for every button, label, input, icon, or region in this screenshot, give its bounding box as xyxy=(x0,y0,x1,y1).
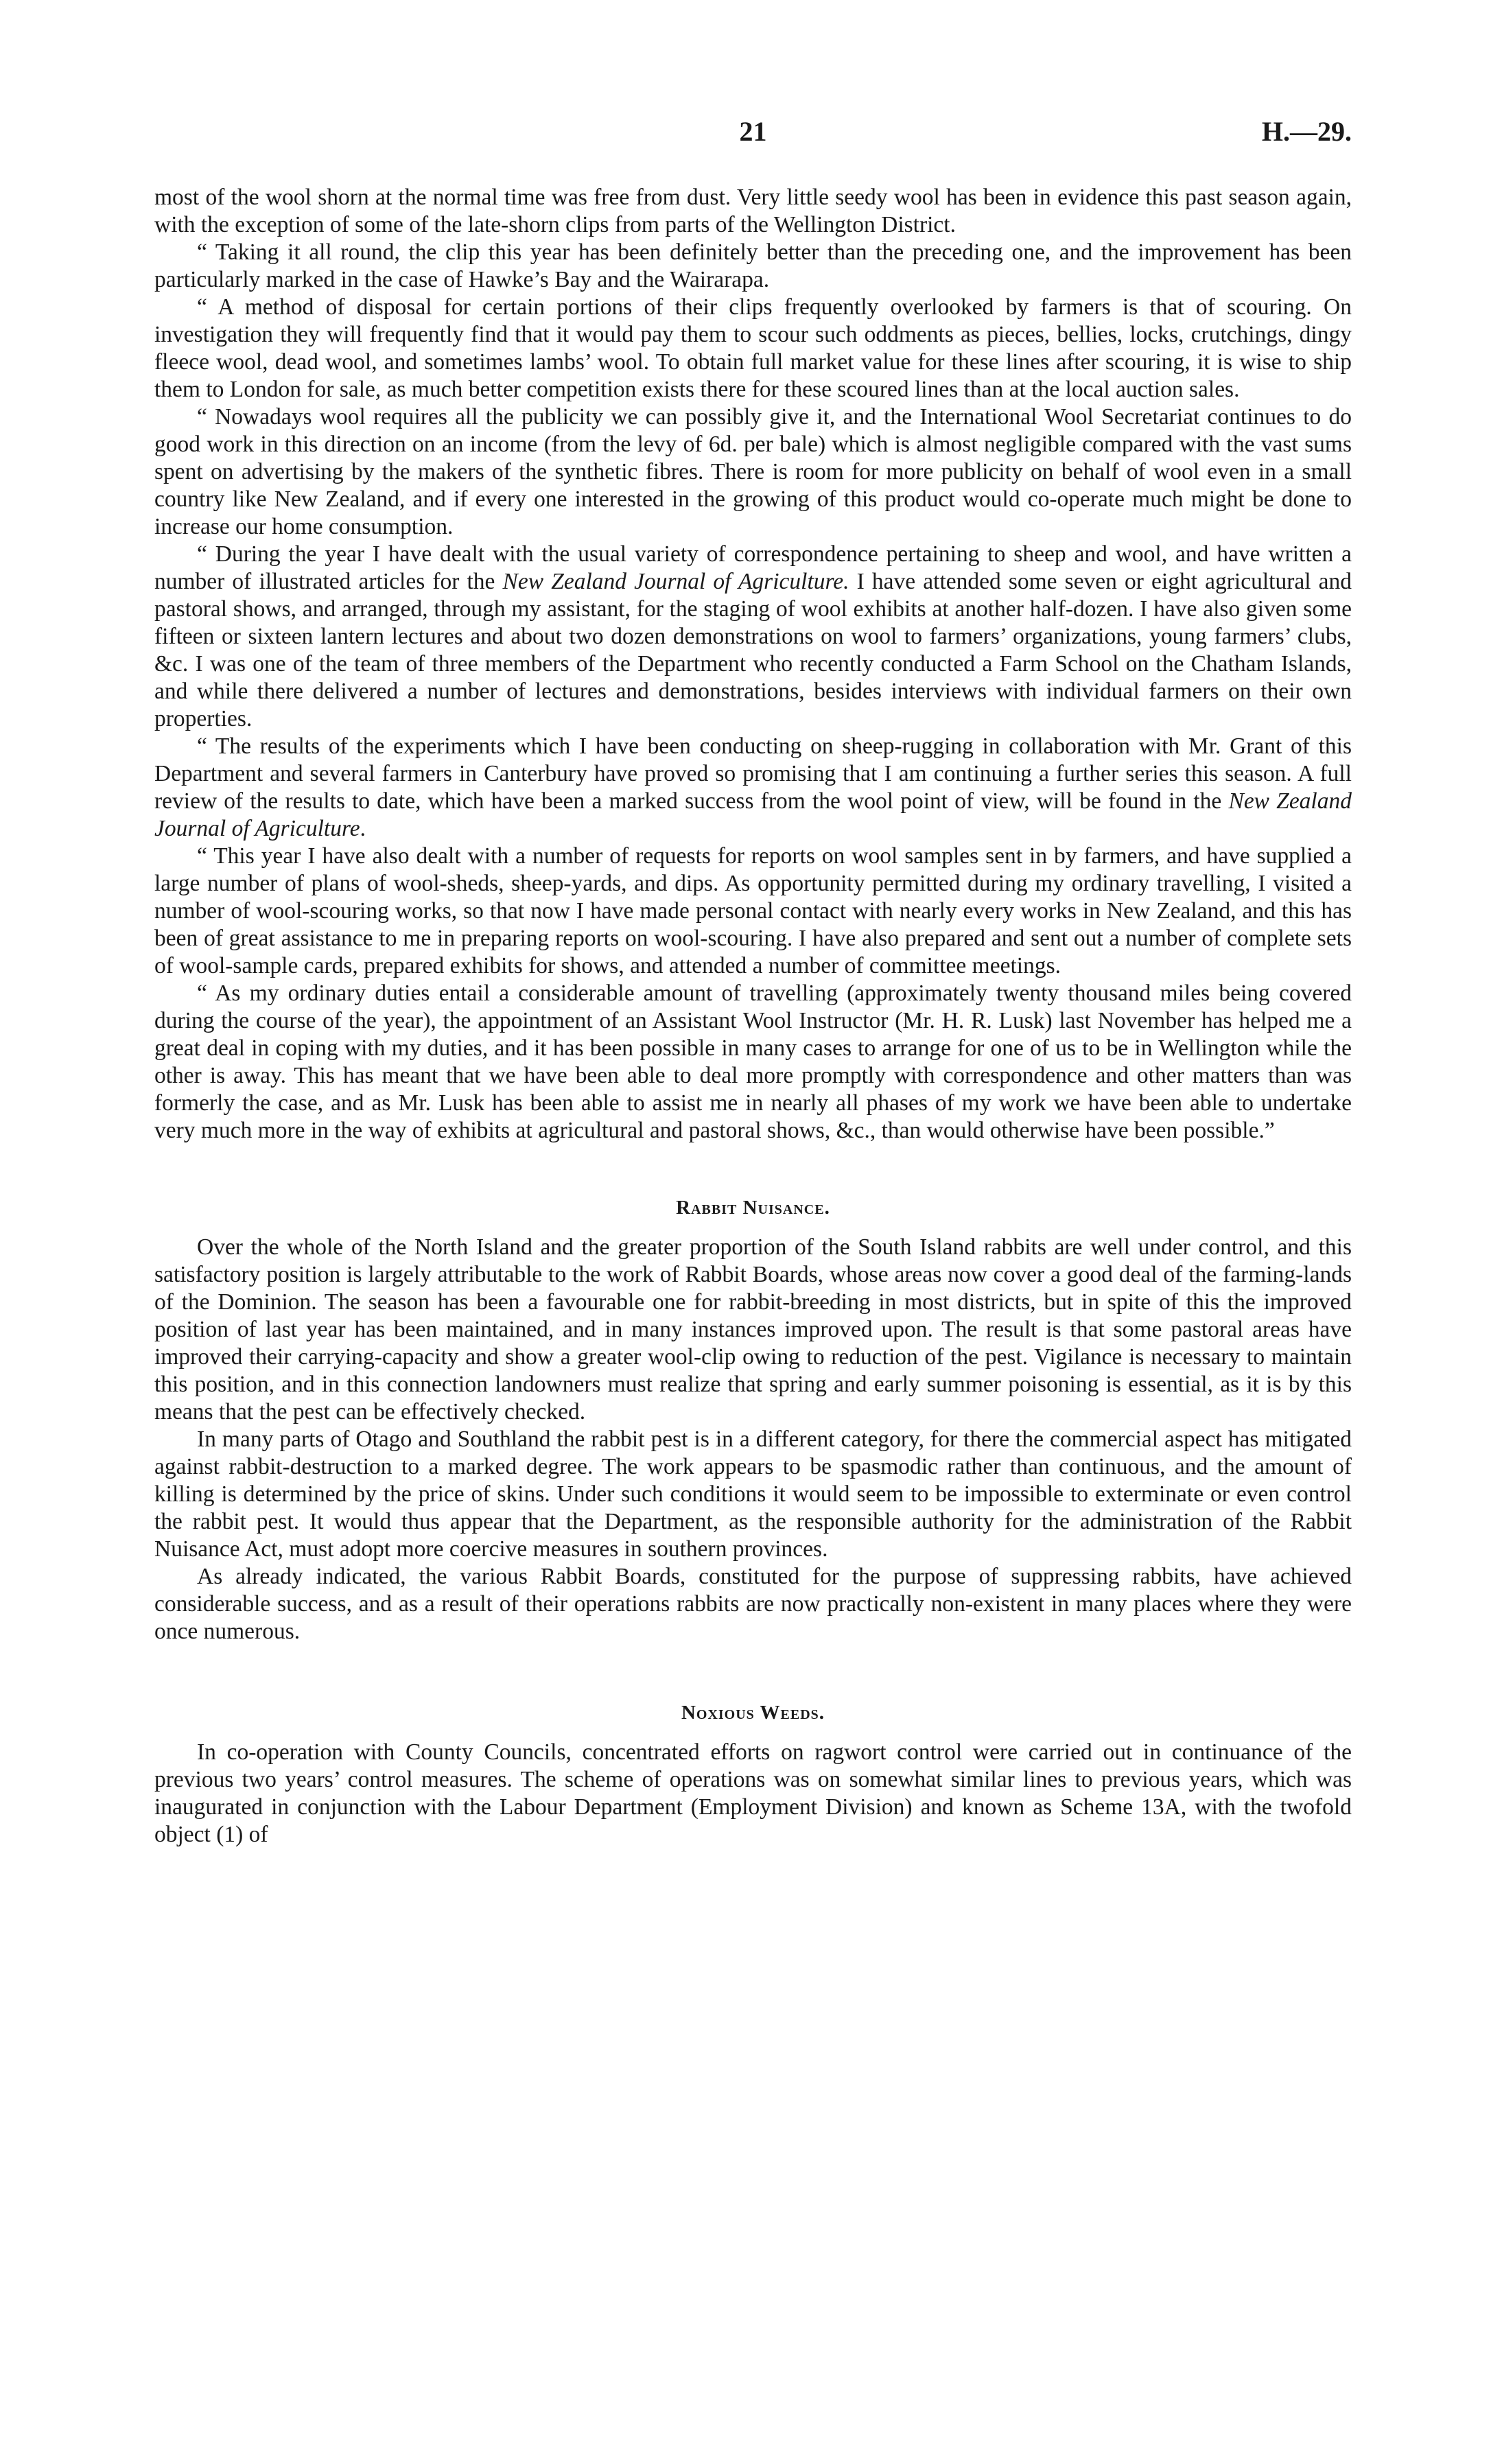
paragraph-correspondence xyxy=(154,541,1352,733)
paragraph-correspondence-text-b: I have attended some seven or eight agricultural and pastoral shows, and arranged, through my assistant, for the staging of wool exhibits at another half-dozen. I have also given some fifteen or sixteen lantern lectures and about two dozen demonstrations on wool to farmers’ organizations, young farmers’ clubs, &c. I was one of the team of three members of the Department who recently conducted a Farm School on the Chatham Islands, and while there delivered a number of lectures and demonstrations, besides interviews with individual farmers on their own properties. xyxy=(154,569,1352,731)
paragraph-ragwort: In co-operation with County Councils, concentrated efforts on ragwort control were carried out in continuance of the previous two years’ control measures. The scheme of operations was on somewhat similar lines to previous years, which was inaugurated in conjunction with the Labour Department (Employment Division) and known as Scheme 13A, with the twofold object (1) of xyxy=(154,1739,1352,1847)
page-header xyxy=(154,115,1352,156)
journal-title: New Zealand Journal of Agriculture. xyxy=(502,569,849,594)
paragraph-sheep-rugging-text-b: . xyxy=(360,816,366,841)
paragraph-wool-dust: most of the wool shorn at the normal time was free from dust. Very little seedy wool has been in evidence this past season again, with the exception of some of the late-shorn clips from parts of the Wellington District. xyxy=(154,185,1352,237)
document-code: H.—29. xyxy=(1261,116,1352,147)
paragraph-wool-samples: “ This year I have also dealt with a number of requests for reports on wool samples sent in by farmers, and have supplied a large number of plans of wool-sheds, sheep-yards, and dips. As opportunity permitted during my ordinary travelling, I visited a number of wool-scouring works, so that now I have made personal contact with nearly every works in New Zealand, and this has been of great assistance to me in preparing reports on wool-scouring. I have also prepared and sent out a number of complete sets of wool-sample cards, prepared exhibits for shows, and attended a number of committee meetings. xyxy=(154,843,1352,978)
paragraph-travelling: “ As my ordinary duties entail a considerable amount of travelling (approximately twenty thousand miles being covered during the course of the year), the appointment of an Assistant Wool Instructor (Mr. H. R. Lusk) last November has helped me a great deal in coping with my duties, and it has been possible in many cases to arrange for one of us to be in Wellington while the other is away. This has meant that we have been able to deal more promptly with correspondence and other matters than was formerly the case, and as Mr. Lusk has been able to assist me in nearly all phases of my work we have been able to undertake very much more in the way of exhibits at agricultural and pastoral shows, &c., than would otherwise have been possible.” xyxy=(154,981,1352,1143)
paragraph-scouring: “ A method of disposal for certain portions of their clips frequently overlooked by farmers is that of scouring. On investigation they will frequently find that it would pay them to scour such oddments as pieces, bellies, locks, crutchings, dingy fleece wool, dead wool, and sometimes lambs’ wool. To obtain full market value for these lines after scouring, it is wise to ship them to London for sale, as much better competition exists there for these scoured lines than at the local auction sales. xyxy=(154,294,1352,402)
body-text xyxy=(154,184,1352,1849)
paragraph-clip-quality: “ Taking it all round, the clip this year has been definitely better than the preceding one, and the improvement has been particularly marked in the case of Hawke’s Bay and the Wairarapa. xyxy=(154,239,1352,292)
paragraph-sheep-rugging xyxy=(154,733,1352,843)
paragraph-publicity: “ Nowadays wool requires all the publicity we can possibly give it, and the International Wool Secretariat continues to do good work in this direction on an income (from the levy of 6d. per bale) which is almost negligible compared with the vast sums spent on advertising by the makers of the synthetic fibres. There is room for more publicity on behalf of wool even in a small country like New Zealand, and if every one interested in the growing of this product would co-operate much might be done to increase our home consumption. xyxy=(154,404,1352,539)
paragraph-otago-southland: In many parts of Otago and Southland the rabbit pest is in a different category, for there the commercial aspect has mitigated against rabbit-destruction to a marked degree. The work appears to be spasmodic rather than continuous, and the amount of killing is determined by the price of skins. Under such conditions it would seem to be impossible to exterminate or even control the rabbit pest. It would thus appear that the Department, as the responsible authority for the administration of the Rabbit Nuisance Act, must adopt more coercive measures in southern provinces. xyxy=(154,1427,1352,1562)
paragraph-rabbit-boards: As already indicated, the various Rabbit Boards, constituted for the purpose of suppressing rabbits, have achieved considerable success, and as a result of their operations rabbits are now practically non-existent in many places where they were once numerous. xyxy=(154,1564,1352,1644)
paragraph-rabbit-control: Over the whole of the North Island and the greater proportion of the South Island rabbits are well under control, and this satisfactory position is largely attributable to the work of Rabbit Boards, whose areas now cover a good deal of the farming-lands of the Dominion. The season has been a favourable one for rabbit-breeding in most districts, but in spite of this the improved position of last year has been maintained, and in many instances improved upon. The result is that some pastoral areas have improved their carrying-capacity and show a greater wool-clip owing to reduction of the pest. Vigilance is necessary to maintain this position, and in this connection landowners must realize that spring and early summer poisoning is essential, as it is by this means that the pest can be effectively checked. xyxy=(154,1234,1352,1424)
journal-title: New Zealand Journal of Agriculture xyxy=(154,788,1352,841)
section-heading-rabbit-nuisance: Rabbit Nuisance. xyxy=(676,1197,830,1219)
page-number: 21 xyxy=(739,116,767,147)
paragraph-correspondence-text-a: “ During the year I have dealt with the usual variety of correspondence pertaining to sheep and wool, and have written a number of illustrated articles for the xyxy=(154,541,1352,594)
paragraph-sheep-rugging-text-a: “ The results of the experiments which I have been conducting on sheep-rugging in collaboration with Mr. Grant of this Department and several farmers in Canterbury have proved so promising that I am continuing a further series this season. A full review of the results to date, which have been a marked success from the wool point of view, will be found in the xyxy=(154,734,1352,814)
section-heading-noxious-weeds: Noxious Weeds. xyxy=(681,1702,825,1724)
